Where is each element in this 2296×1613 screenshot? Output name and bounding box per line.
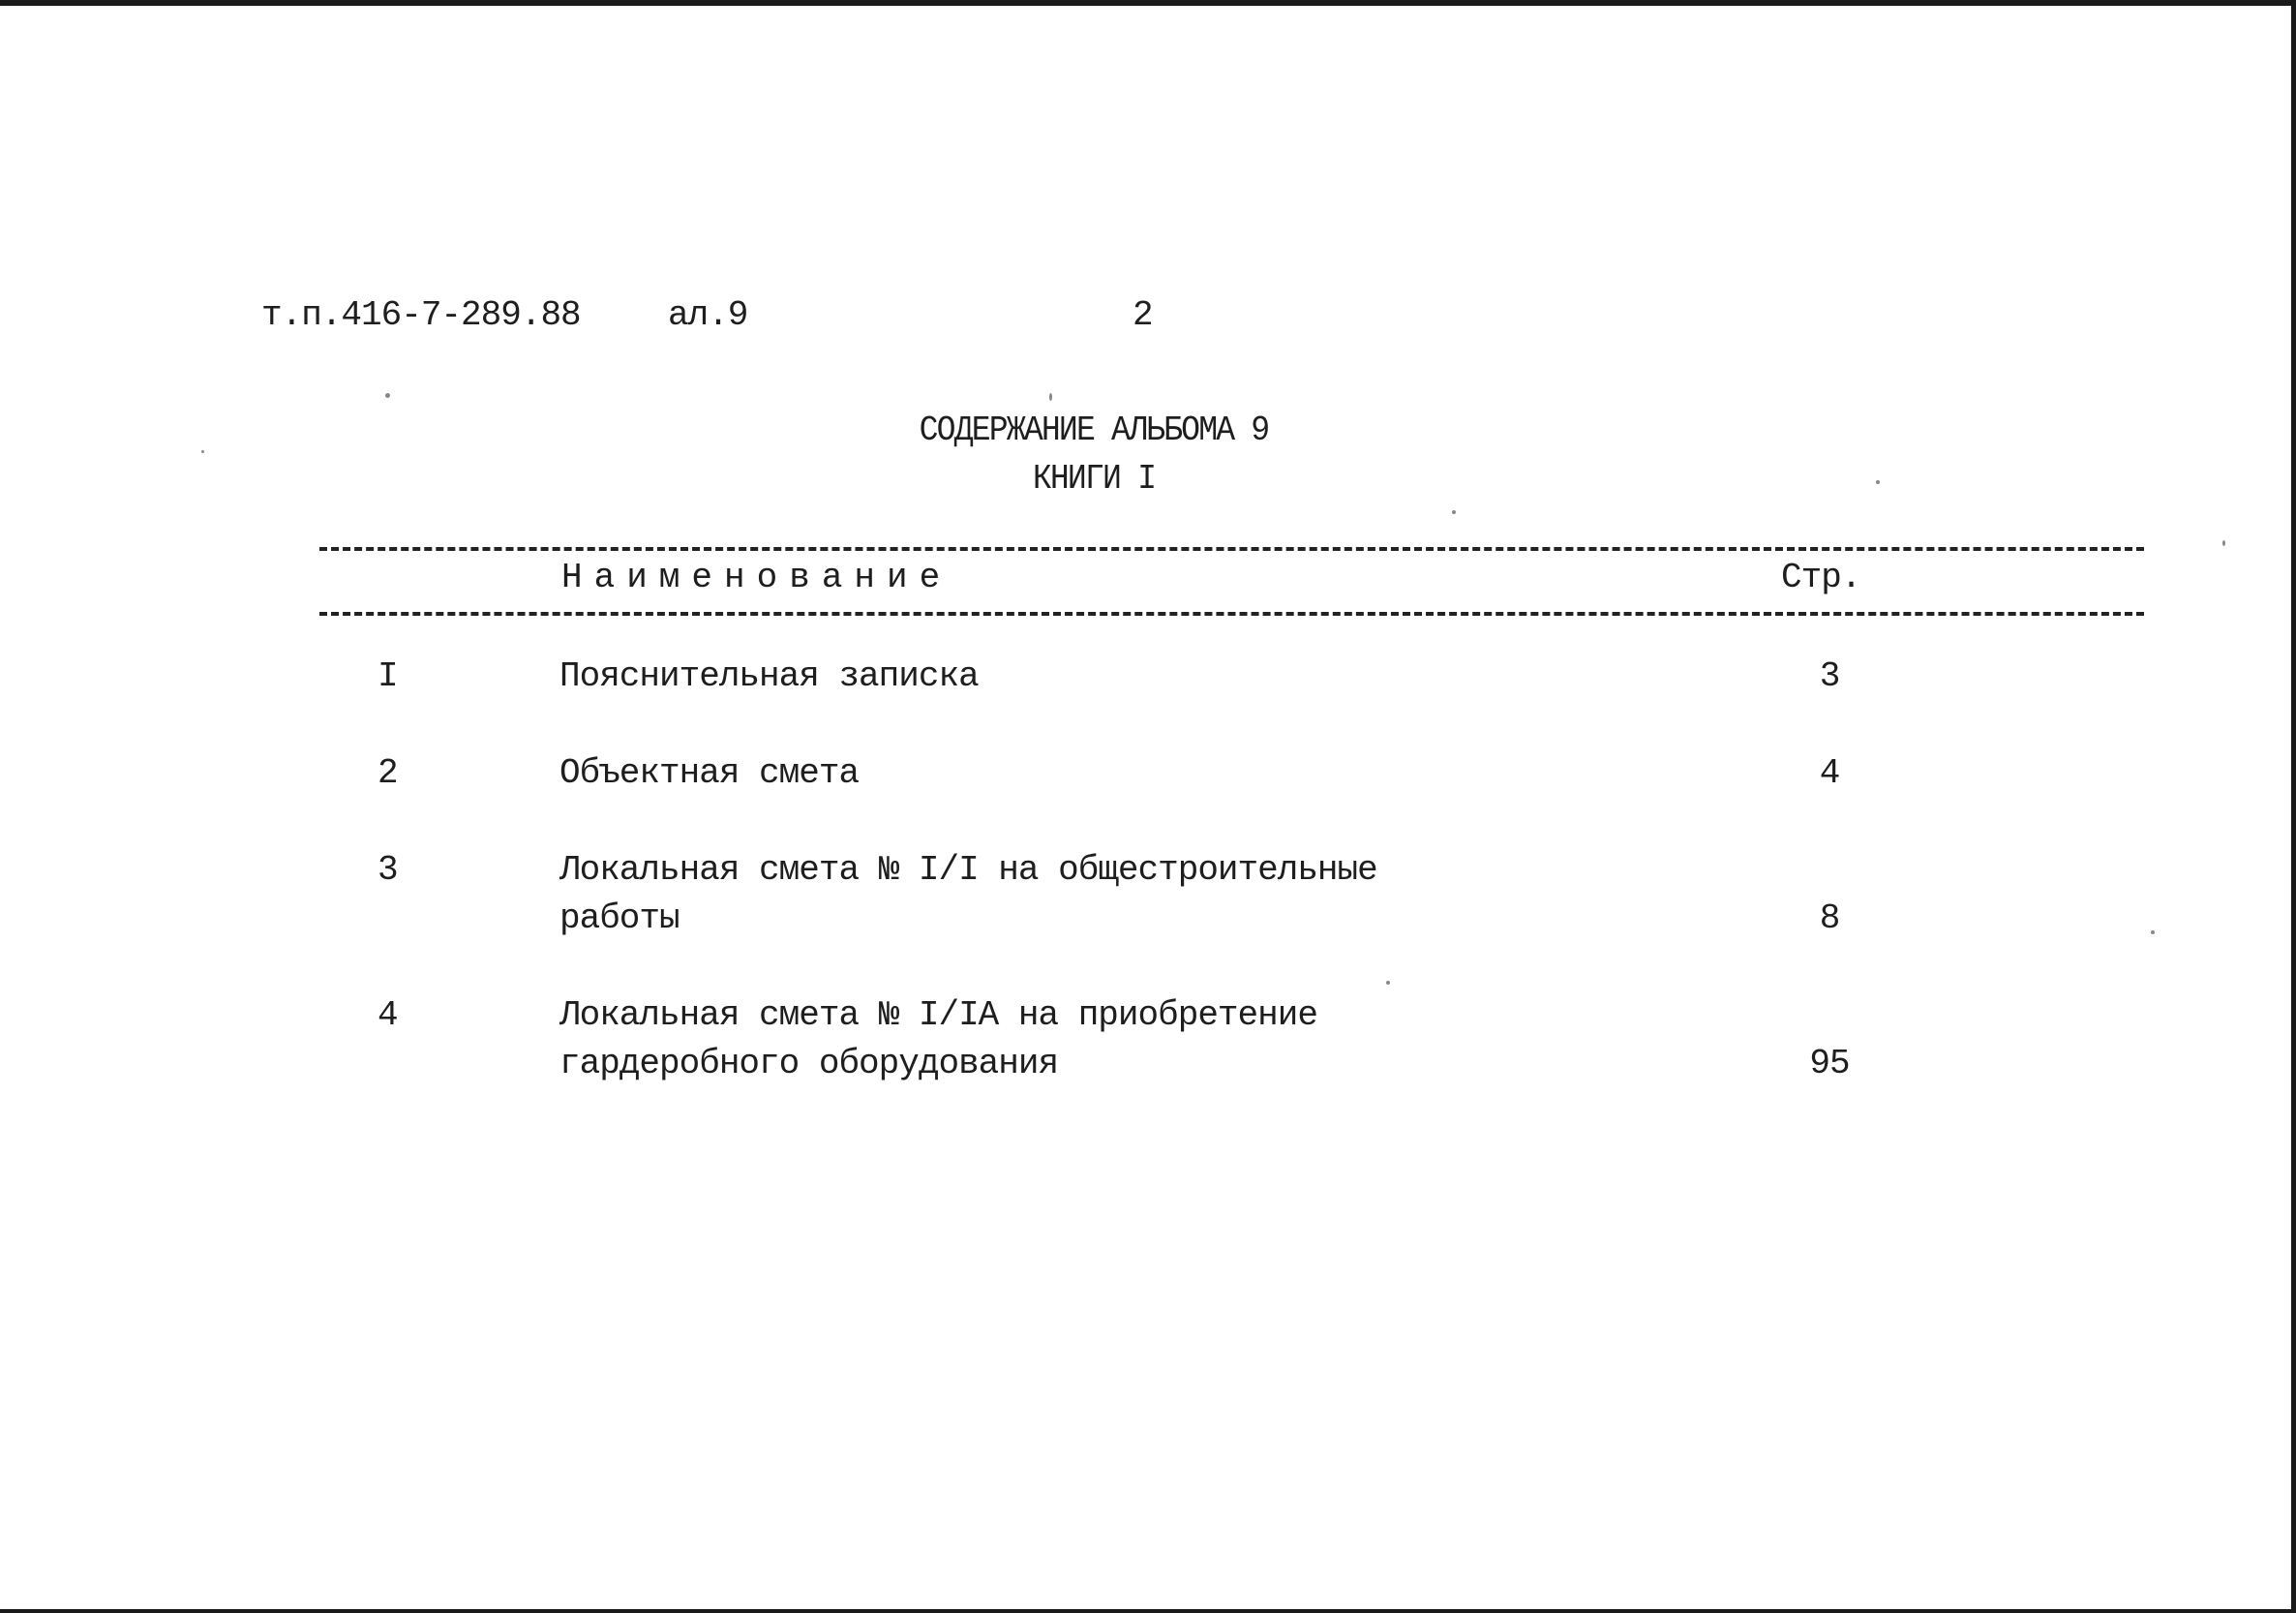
scan-speck xyxy=(2222,540,2225,546)
scan-speck xyxy=(2151,930,2155,934)
row-page: 8 xyxy=(1819,898,1840,938)
column-header-page: Стр. xyxy=(1781,558,1861,597)
document-code: т.п.416-7-289.88 xyxy=(261,295,581,335)
scan-speck xyxy=(1876,480,1880,484)
scan-speck xyxy=(385,393,390,398)
row-title: Локальная смета № I/IA на приобретение гардеробного оборудования xyxy=(559,995,1317,1083)
table-top-rule xyxy=(319,547,2144,551)
scan-speck xyxy=(1452,510,1456,514)
row-title: Локальная смета № I/I на общестроительные работы xyxy=(559,850,1377,938)
column-header-name: Наименование xyxy=(561,558,952,597)
scan-speck xyxy=(201,450,204,453)
row-number: 3 xyxy=(378,850,398,890)
scan-speck xyxy=(1386,981,1390,985)
page-number: 2 xyxy=(1133,295,1153,335)
album-sheet-label: ал.9 xyxy=(668,295,748,335)
table-header-rule xyxy=(319,612,2144,616)
book-title: КНИГИ I xyxy=(1032,459,1156,499)
row-number: 2 xyxy=(378,753,398,793)
album-contents-title: СОДЕРЖАНИЕ АЛЬБОМА 9 xyxy=(919,411,1269,450)
row-title: Объектная смета xyxy=(559,753,860,793)
scan-speck xyxy=(1049,393,1052,401)
row-page: 3 xyxy=(1819,656,1840,696)
row-number: 4 xyxy=(378,995,398,1035)
row-number: I xyxy=(378,656,398,696)
row-page: 4 xyxy=(1819,753,1840,793)
row-title: Пояснительная записка xyxy=(559,656,979,696)
row-page: 95 xyxy=(1809,1044,1850,1083)
